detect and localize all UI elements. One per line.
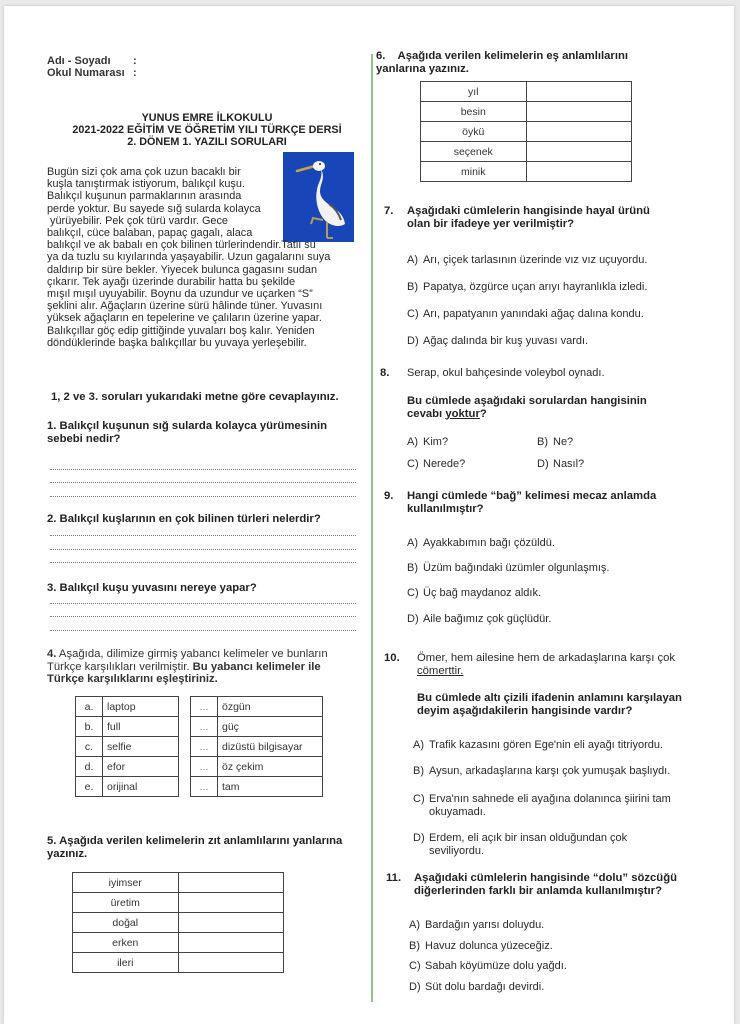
- question-7-line2: olan bir ifadeye yer verilmiştir?: [407, 217, 575, 230]
- option-a[interactable]: [409, 919, 544, 932]
- given-word: erken: [73, 933, 179, 953]
- question-11: [414, 872, 677, 897]
- question-6-line2: yanlarına yazınız.: [376, 62, 469, 75]
- given-word: öykü: [421, 122, 527, 142]
- item-key: d.: [76, 757, 103, 777]
- option-d[interactable]: [537, 458, 584, 471]
- answer-line[interactable]: [50, 482, 356, 483]
- answer-cell[interactable]: [526, 162, 632, 182]
- question-8: [407, 395, 647, 420]
- option-c[interactable]: [413, 793, 671, 818]
- answer-cell[interactable]: [178, 893, 284, 913]
- option-text: Kim?: [423, 436, 449, 448]
- question-3: 3. Balıkçıl kuşu yuvasını nereye yapar?: [47, 582, 257, 594]
- answer-line[interactable]: [50, 603, 356, 604]
- answer-cell[interactable]: [526, 122, 632, 142]
- option-text: Ayakkabımın bağı çözüldü.: [423, 537, 555, 549]
- question-7: [407, 205, 650, 230]
- question-8-line1: Bu cümlede aşağıdaki sorulardan hangisinin: [407, 395, 647, 407]
- question-6-line1: 6. Aşağıda verilen kelimelerin eş anlamlılarını: [376, 50, 628, 62]
- question-10-sentence: [417, 652, 675, 677]
- question-4-line2-bold: Bu yabancı kelimeler ile: [192, 660, 321, 673]
- passage-line: ya da tuzlu su kıyılarında yaşayabilir. Uzun gagalarını suya: [47, 251, 331, 264]
- question-10: [417, 692, 682, 717]
- passage-line: perde yoktur. Bu sayede sığ sularda kolayca: [47, 202, 261, 215]
- passage-line: yürüyebilir. Pek çok türü vardır. Gece: [47, 214, 228, 227]
- option-key: C): [413, 793, 425, 805]
- answer-cell[interactable]: [526, 142, 632, 162]
- option-text: Arı, papatyanın yanındaki ağaç dalına kondu.: [423, 308, 644, 320]
- passage-line: çıkarır. Tek ayağı üzerinde durabilir hatta bu şekilde: [47, 275, 295, 288]
- turkish-word: tam: [218, 777, 323, 797]
- option-text: Havuz dolunca yüzeceğiz.: [425, 940, 553, 952]
- item-key: b.: [76, 717, 103, 737]
- foreign-word: selfie: [103, 737, 179, 757]
- match-blank[interactable]: ...: [191, 757, 218, 777]
- option-text: Aile bağımız çok güçlüdür.: [423, 613, 552, 625]
- question-mark: ?: [479, 407, 487, 420]
- option-text: Bardağın yarısı doluydu.: [425, 919, 545, 931]
- passage-line: balıkçıl, cüce balaban, papaç gagalı, alaca: [47, 227, 253, 240]
- option-key: A): [407, 537, 418, 549]
- colon: :: [133, 55, 137, 67]
- underlined-word: yoktur: [445, 407, 480, 420]
- turkish-word: öz çekim: [218, 757, 323, 777]
- table-row: [421, 122, 632, 142]
- answer-cell[interactable]: [526, 102, 632, 122]
- reading-passage: [47, 166, 359, 349]
- colon: :: [133, 67, 137, 79]
- option-text: Süt dolu bardağı devirdi.: [425, 981, 545, 993]
- question-8-sentence: Serap, okul bahçesinde voleybol oynadı.: [407, 367, 605, 379]
- given-word: üretim: [73, 893, 179, 913]
- table-row: [421, 102, 632, 122]
- option-key: C): [407, 308, 419, 320]
- table-row: [73, 953, 284, 973]
- answer-cell[interactable]: [178, 873, 284, 893]
- option-text: Papatya, özgürce uçan arıyı hayranlıkla izledi.: [423, 281, 648, 293]
- question-11-number: 11.: [386, 872, 402, 884]
- question-2: 2. Balıkçıl kuşlarının en çok bilinen türleri nelerdir?: [47, 513, 321, 525]
- option-b[interactable]: [413, 765, 670, 778]
- item-key: c.: [76, 737, 103, 757]
- passage-line: şeklini alır. Ağaçların üzerine sürü hâlinde tüner. Yuvasını: [47, 300, 323, 313]
- question-10-number: 10.: [384, 652, 400, 664]
- passage-line: Balıkçıllar göç edip gittiğinde yuvaları boş kalır. Yeniden: [47, 324, 315, 337]
- question-8-number: 8.: [380, 367, 390, 379]
- table-row: [191, 737, 323, 757]
- answer-line[interactable]: [50, 549, 356, 550]
- option-text: Üzüm bağındaki üzümler olgunlaşmış.: [423, 562, 610, 574]
- table-row: [73, 873, 284, 893]
- school-name: YUNUS EMRE İLKOKULU: [141, 112, 273, 124]
- table-row: [191, 717, 323, 737]
- question-7-number: 7.: [384, 205, 394, 217]
- question-5: [47, 835, 342, 860]
- question-4-line3: Türkçe karşılıklarını eşleştiriniz.: [47, 673, 218, 685]
- question-1-line2: sebebi nedir?: [47, 432, 121, 445]
- exam-line: 2. DÖNEM 1. YAZILI SORULARI: [127, 136, 287, 148]
- option-key: D): [407, 335, 419, 347]
- option-text: Arı, çiçek tarlasının üzerinde vız vız uçuyordu.: [423, 254, 648, 266]
- passage-line: mışıl mışıl uyuyabilir. Boynu da uzundur ve uçarken “S”: [47, 288, 313, 301]
- answer-line[interactable]: [50, 496, 356, 497]
- turkish-word: özgün: [218, 697, 323, 717]
- option-key: A): [407, 254, 418, 266]
- exam-title: [44, 112, 370, 148]
- question-4: [47, 648, 367, 686]
- option-d[interactable]: [407, 613, 551, 626]
- question-10-line1: Ömer, hem ailesine hem de arkadaşlarına karşı çok: [417, 652, 676, 664]
- foreign-word: full: [103, 717, 179, 737]
- answer-cell[interactable]: [526, 82, 632, 102]
- option-key: B): [409, 940, 420, 952]
- passage-line: daldırıp bir süre bekler. Yiyecek bulunca gagasını sudan: [47, 263, 318, 276]
- option-key: D): [537, 458, 549, 470]
- option-a[interactable]: [407, 436, 448, 449]
- passage-line: Balıkçıl kuşunun parmaklarının arasında: [47, 190, 242, 203]
- given-word: minik: [421, 162, 527, 182]
- foreign-word: efor: [103, 757, 179, 777]
- match-blank[interactable]: ...: [191, 717, 218, 737]
- question-5-line1: 5. Aşağıda verilen kelimelerin zıt anlamlılarını yanlarına: [47, 835, 343, 847]
- turkish-words-table: [190, 696, 323, 797]
- passage-line: yüksek ağaçların en tepelerine ve çalıların üzerine yapar.: [47, 312, 322, 325]
- year-line: 2021-2022 EĞİTİM VE ÖĞRETİM YILI TÜRKÇE DERSİ: [72, 124, 342, 136]
- column-divider: [371, 54, 373, 1002]
- given-word: besin: [421, 102, 527, 122]
- question-4-line2: Türkçe karşılıkları verilmiştir.: [47, 660, 193, 673]
- option-key: A): [409, 919, 420, 931]
- question-9-number: 9.: [384, 490, 394, 502]
- question-4-number: 4.: [47, 648, 57, 660]
- table-row: [76, 777, 179, 797]
- question-8-line2: cevabı: [407, 407, 446, 420]
- passage-line: balıkçıl ve ak babalı en çok bilinen türlerindendir.Tatlı su: [47, 239, 316, 252]
- question-11-line1: Aşağıdaki cümlelerin hangisinde “dolu” sözcüğü: [414, 872, 678, 884]
- option-a[interactable]: [407, 254, 647, 267]
- question-6: [376, 50, 628, 75]
- option-text: Nerede?: [423, 458, 466, 470]
- item-key: a.: [76, 697, 103, 717]
- name-label: Adı - Soyadı: [47, 55, 111, 67]
- given-word: yıl: [421, 82, 527, 102]
- number-label: Okul Numarası: [47, 67, 125, 79]
- table-row: [76, 757, 179, 777]
- underlined-phrase: cömerttir.: [417, 664, 464, 677]
- table-row: [73, 913, 284, 933]
- turkish-word: güç: [218, 717, 323, 737]
- table-row: [421, 142, 632, 162]
- option-text: Nasıl?: [553, 458, 585, 470]
- option-b[interactable]: [537, 436, 573, 449]
- question-4-line1: Aşağıda, dilimize girmiş yabancı kelimeler ve bunların: [56, 648, 328, 660]
- synonyms-table: [420, 81, 632, 182]
- answer-line[interactable]: [50, 616, 356, 617]
- question-9-line2: kullanılmıştır?: [407, 502, 484, 515]
- given-word: iyimser: [73, 873, 179, 893]
- option-text: Erva'nın sahnede eli ayağına dolanınca şiirini tam: [429, 793, 671, 805]
- passage-line: Bugün sizi çok ama çok uzun bacaklı bir: [47, 166, 241, 178]
- question-7-line1: Aşağıdaki cümlelerin hangisinde hayal ürünü: [407, 205, 650, 217]
- answer-line[interactable]: [50, 630, 356, 631]
- option-text: Aysun, arkadaşlarına karşı çok yumuşak başlıydı.: [429, 765, 671, 777]
- table-row: [191, 777, 323, 797]
- option-b[interactable]: [407, 562, 609, 575]
- given-word: doğal: [73, 913, 179, 933]
- question-1: [47, 420, 327, 445]
- answer-cell[interactable]: [178, 933, 284, 953]
- option-key: D): [407, 613, 419, 625]
- option-c[interactable]: [407, 458, 465, 471]
- answer-line[interactable]: [50, 469, 356, 470]
- antonyms-table: [72, 872, 284, 973]
- table-row: [73, 893, 284, 913]
- table-row: [76, 737, 179, 757]
- answer-line[interactable]: [50, 535, 356, 536]
- table-row: [73, 933, 284, 953]
- option-text-cont: okuyamadı.: [429, 805, 486, 818]
- option-d[interactable]: [407, 335, 588, 348]
- turkish-word: dizüstü bilgisayar: [218, 737, 323, 757]
- answer-cell[interactable]: [178, 913, 284, 933]
- question-5-line2: yazınız.: [47, 847, 88, 860]
- student-info: [47, 55, 137, 79]
- option-key: B): [407, 562, 418, 574]
- passage-line: döndüklerinde başka balıkçıllar bu yuvaya yerleşebilir.: [47, 336, 307, 349]
- foreign-word: orijinal: [103, 777, 179, 797]
- option-c[interactable]: [407, 587, 541, 600]
- foreign-words-table: [75, 696, 179, 797]
- option-text: Üç bağ maydanoz aldık.: [423, 587, 542, 599]
- option-text: Ne?: [553, 436, 574, 448]
- passage-line: kuşla tanıştırmak istiyorum, balıkçıl kuşu.: [47, 178, 245, 191]
- option-a[interactable]: [407, 537, 555, 550]
- option-d[interactable]: [413, 832, 627, 857]
- option-key: D): [409, 981, 421, 993]
- answer-line[interactable]: [50, 562, 356, 563]
- option-key: A): [413, 739, 424, 751]
- question-10-ask2: deyim aşağıdakilerin hangisinde vardır?: [417, 704, 633, 717]
- option-key: B): [413, 765, 424, 777]
- instruction-text: 1, 2 ve 3. soruları yukarıdaki metne göre cevaplayınız.: [51, 391, 339, 403]
- option-key: D): [413, 832, 425, 844]
- option-key: C): [407, 587, 419, 599]
- option-d[interactable]: [409, 981, 544, 994]
- match-blank[interactable]: ...: [191, 777, 218, 797]
- option-text: Ağaç dalında bir kuş yuvası vardı.: [423, 335, 589, 347]
- question-1-line1: 1. Balıkçıl kuşunun sığ sularda kolayca yürümesinin: [47, 420, 328, 432]
- table-row: [191, 757, 323, 777]
- table-row: [421, 82, 632, 102]
- match-blank[interactable]: ...: [191, 697, 218, 717]
- answer-cell[interactable]: [178, 953, 284, 973]
- option-text-cont: seviliyordu.: [429, 844, 485, 857]
- option-c[interactable]: [407, 308, 644, 321]
- exam-page: [4, 6, 734, 1024]
- option-key: A): [407, 436, 418, 448]
- table-row: [76, 697, 179, 717]
- option-c[interactable]: [409, 960, 567, 973]
- given-word: ileri: [73, 953, 179, 973]
- option-text: Erdem, eli açık bir insan olduğundan çok: [429, 832, 628, 844]
- option-key: C): [407, 458, 419, 470]
- match-blank[interactable]: ...: [191, 737, 218, 757]
- question-11-line2: diğerlerinden farklı bir anlamda kullanılmıştır?: [414, 884, 662, 897]
- option-b[interactable]: [409, 940, 553, 953]
- option-key: C): [409, 960, 421, 972]
- item-key: e.: [76, 777, 103, 797]
- option-key: B): [407, 281, 418, 293]
- option-text: Sabah köyümüze dolu yağdı.: [425, 960, 567, 972]
- option-a[interactable]: [413, 739, 663, 752]
- question-9: [407, 490, 656, 515]
- table-row: [191, 697, 323, 717]
- foreign-word: laptop: [103, 697, 179, 717]
- given-word: seçenek: [421, 142, 527, 162]
- question-10-ask1: Bu cümlede altı çizili ifadenin anlamını karşılayan: [417, 692, 682, 704]
- option-text: Trafik kazasını gören Ege'nin eli ayağı titriyordu.: [429, 739, 664, 751]
- table-row: [421, 162, 632, 182]
- question-9-line1: Hangi cümlede “bağ” kelimesi mecaz anlamda: [407, 490, 657, 502]
- option-key: B): [537, 436, 548, 448]
- option-b[interactable]: [407, 281, 647, 294]
- table-row: [76, 717, 179, 737]
